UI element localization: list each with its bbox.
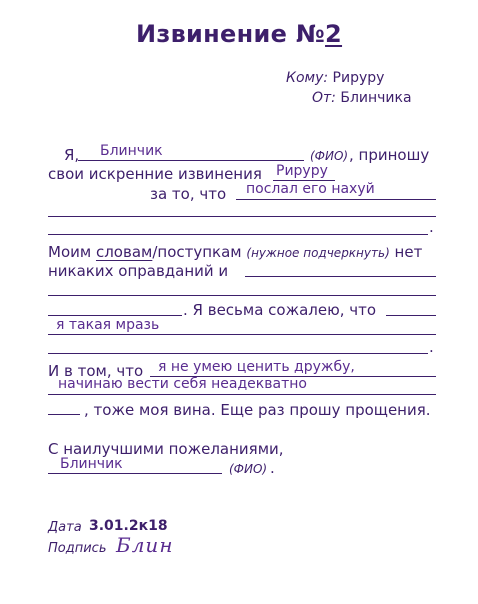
- body-line3-prefix: за то, что: [150, 185, 227, 203]
- closing-fio-hint: (ФИО): [229, 462, 268, 476]
- title-number: 2: [325, 20, 343, 48]
- blank-line-4: [48, 353, 428, 354]
- fill-line-tiny: [48, 414, 80, 415]
- sender-name-fill: Блинчик: [100, 143, 163, 159]
- to-value: Рирурy: [332, 70, 385, 86]
- line6-slash-word: /поступкам: [152, 243, 242, 261]
- regret-fill: я такая мразь: [56, 317, 160, 333]
- blank-line-3: [48, 295, 436, 296]
- to-row: [286, 70, 384, 86]
- fill-line-reason: [236, 199, 436, 200]
- closing-name-fill: Блинчик: [60, 456, 123, 472]
- reason-fill: послал его нахуй: [246, 181, 375, 197]
- blank-line-1: [48, 216, 436, 217]
- body-line1-suffix: , приношу: [349, 146, 430, 164]
- blank-line-dot-2: .: [429, 338, 434, 356]
- blank-line-dot: .: [429, 218, 434, 236]
- letter-title: [0, 20, 478, 48]
- from-label: От:: [312, 90, 336, 106]
- body-line2-text: свои искренние извинения: [48, 165, 262, 183]
- from-row: [312, 90, 412, 106]
- fill-line-fault-2: [48, 394, 436, 395]
- line6-prefix: Моим: [48, 243, 92, 261]
- underlined-word: словам: [95, 243, 153, 261]
- date-value: 3.01.2к18: [89, 518, 168, 534]
- date-label: Дата: [48, 520, 82, 535]
- fault-fill: я не умею ценить дружбу,: [158, 359, 355, 375]
- title-text: Извинение №: [135, 20, 326, 48]
- body-line7-text: никаких оправданий и: [48, 262, 229, 280]
- choose-hint: (нужное подчеркнуть): [246, 246, 390, 260]
- fill-line-short: [48, 315, 182, 316]
- to-label: Кому:: [286, 70, 329, 86]
- body-line1-prefix: Я,: [64, 146, 80, 164]
- body-line14-text: , тоже моя вина. Еще раз прошу прощения.: [84, 401, 431, 419]
- body-line9-text: . Я весьма сожалею, что: [183, 301, 377, 319]
- handwritten-signature: Блин: [116, 533, 174, 557]
- line6-suffix: нет: [394, 243, 423, 261]
- fill-line-excuse: [245, 276, 436, 277]
- recipient-fill: Рирурy: [276, 163, 328, 179]
- fill-line-name: [78, 160, 304, 161]
- body-line6: [48, 243, 422, 261]
- fault-fill-2: начинаю вести себя неадекватно: [58, 376, 307, 392]
- fill-line-regret: [386, 315, 436, 316]
- from-value: Блинчика: [340, 90, 412, 106]
- fill-line-regret-2: [48, 334, 436, 335]
- fio-hint: (ФИО): [310, 149, 349, 163]
- blank-line-2: [48, 234, 428, 235]
- fill-line-closing-name: [48, 473, 222, 474]
- signature-label: Подпись: [48, 541, 107, 556]
- closing-regards: С наилучшими пожеланиями,: [48, 440, 284, 458]
- body-line12-prefix: И в том, что: [48, 362, 144, 380]
- closing-period: .: [270, 459, 275, 477]
